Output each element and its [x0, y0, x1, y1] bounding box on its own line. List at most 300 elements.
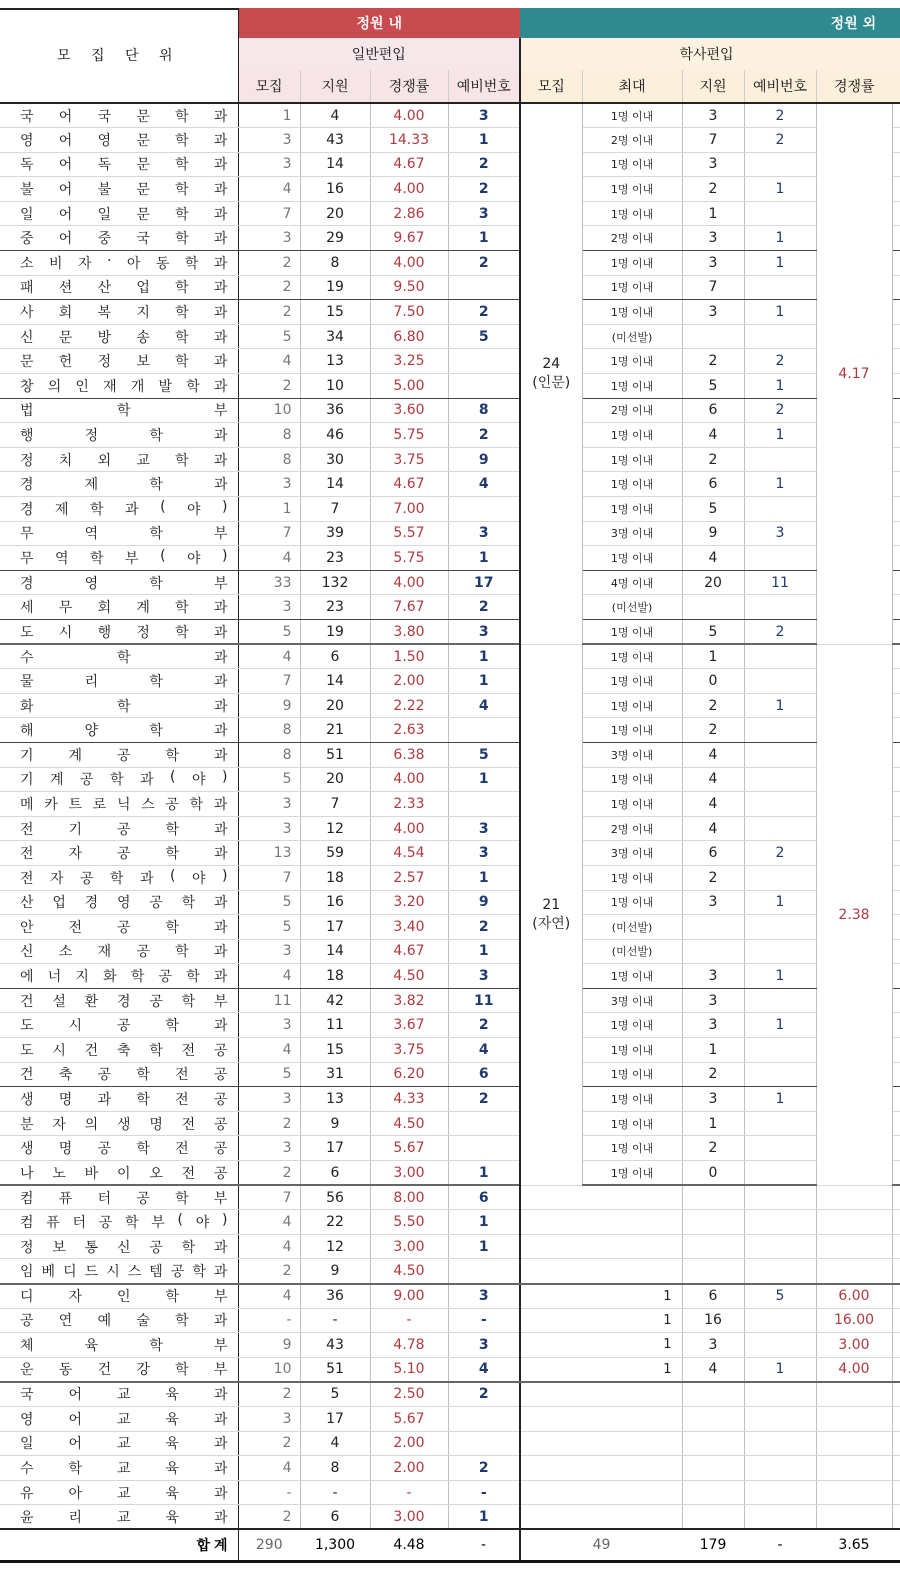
table-row	[0, 201, 900, 226]
table-row	[0, 939, 900, 964]
general-apply: 20	[300, 767, 370, 792]
bachelor-max: 1명 이내	[582, 103, 682, 128]
bachelor-apply: 3	[682, 300, 744, 325]
bachelor-recruit	[520, 1357, 582, 1382]
unit-name	[0, 988, 238, 1013]
general-apply: 10	[300, 374, 370, 399]
table-row	[0, 324, 900, 349]
col-general-recruit: 모집	[238, 70, 300, 103]
unit-name-text: 법 학 부	[20, 403, 228, 420]
sub-bachelor-header: 학사편입	[520, 38, 892, 70]
general-reserve	[448, 1431, 520, 1456]
unit-name-text: 영 어 교 육 과	[20, 1411, 228, 1428]
extra-cell	[892, 497, 900, 522]
bachelor-reserve	[744, 718, 816, 743]
bachelor-recruit	[520, 1382, 582, 1407]
unit-name	[0, 1259, 238, 1284]
col-bachelor-reserve: 예비번호	[744, 70, 816, 103]
unit-name-text: 영 어 영 문 학 과	[20, 132, 228, 149]
general-ratio: 4.50	[370, 1259, 448, 1284]
table-row	[0, 1382, 900, 1407]
general-ratio: 4.67	[370, 939, 448, 964]
bachelor-reserve	[744, 816, 816, 841]
bachelor-apply: 5	[682, 374, 744, 399]
unit-name	[0, 669, 238, 694]
bachelor-reserve	[744, 1136, 816, 1161]
bachelor-max: 1명 이내	[582, 275, 682, 300]
general-reserve: -	[448, 1480, 520, 1505]
general-reserve: 2	[448, 177, 520, 202]
extra-cell	[892, 103, 900, 128]
extra-cell	[892, 988, 900, 1013]
general-recruit: 2	[238, 251, 300, 276]
bachelor-max	[582, 1185, 682, 1210]
extra-cell	[892, 1062, 900, 1087]
unit-name-text: 분 자 의 생 명 전 공	[20, 1116, 228, 1133]
bachelor-max: 1명 이내	[582, 1161, 682, 1186]
general-reserve: 3	[448, 201, 520, 226]
table-row	[0, 792, 900, 817]
bachelor-reserve: 1	[744, 300, 816, 325]
bachelor-max: 1	[582, 1284, 682, 1309]
general-reserve: 9	[448, 890, 520, 915]
general-recruit: 3	[238, 595, 300, 620]
table-row	[0, 1234, 900, 1259]
unit-name	[0, 1431, 238, 1456]
extra-cell	[892, 1013, 900, 1038]
bachelor-max	[582, 1259, 682, 1284]
general-apply: 11	[300, 1013, 370, 1038]
extra-cell	[892, 767, 900, 792]
unit-name-text: 수 학 과	[20, 649, 228, 666]
unit-name-text: 화 학 과	[20, 698, 228, 715]
bachelor-max: 1명 이내	[582, 1087, 682, 1112]
bachelor-max	[582, 1210, 682, 1235]
bachelor-reserve: 2	[744, 398, 816, 423]
bachelor-reserve	[744, 275, 816, 300]
bachelor-apply: 2	[682, 447, 744, 472]
bachelor-apply: 9	[682, 521, 744, 546]
table-row	[0, 1087, 900, 1112]
general-reserve: 1	[448, 226, 520, 251]
general-ratio: 2.86	[370, 201, 448, 226]
general-apply: -	[300, 1308, 370, 1333]
unit-name	[0, 251, 238, 276]
general-recruit: 10	[238, 398, 300, 423]
bachelor-reserve: 1	[744, 423, 816, 448]
general-recruit: 2	[238, 1111, 300, 1136]
unit-name	[0, 742, 238, 767]
unit-name-text: 건 축 공 학 전 공	[20, 1067, 228, 1084]
unit-name-text: 도 시 공 학 과	[20, 1018, 228, 1035]
unit-name	[0, 521, 238, 546]
bachelor-max: (미선발)	[582, 915, 682, 940]
unit-name	[0, 964, 238, 989]
bachelor-apply: 2	[682, 1136, 744, 1161]
bachelor-recruit	[520, 1284, 582, 1309]
general-recruit: 7	[238, 201, 300, 226]
unit-name-text: 도 시 행 정 학 과	[20, 624, 228, 641]
bachelor-reserve: 1	[744, 890, 816, 915]
bachelor-max: 1명 이내	[582, 669, 682, 694]
unit-name-text: 무 역 학 부 ( 야 )	[20, 547, 228, 567]
extra-cell	[892, 1333, 900, 1358]
unit-name-text: 경 영 학 부	[20, 575, 228, 592]
extra-cell	[892, 1431, 900, 1456]
general-ratio: 6.38	[370, 742, 448, 767]
bachelor-recruit	[520, 1456, 582, 1481]
bachelor-reserve: 11	[744, 570, 816, 595]
general-reserve: 2	[448, 915, 520, 940]
bachelor-max: 1명 이내	[582, 497, 682, 522]
bachelor-reserve: 1	[744, 177, 816, 202]
unit-name	[0, 201, 238, 226]
unit-name-text: 문 헌 정 보 학 과	[20, 354, 228, 371]
bachelor-apply	[682, 595, 744, 620]
bachelor-max: 1명 이내	[582, 644, 682, 669]
table-row	[0, 1456, 900, 1481]
unit-name-text: 패 션 산 업 학 과	[20, 280, 228, 297]
table-row	[0, 718, 900, 743]
bachelor-apply	[682, 939, 744, 964]
general-recruit: 1	[238, 103, 300, 128]
general-reserve: 5	[448, 324, 520, 349]
bachelor-apply: 1	[682, 1038, 744, 1063]
bachelor-apply: 3	[682, 964, 744, 989]
table-row	[0, 349, 900, 374]
bachelor-max: 1명 이내	[582, 619, 682, 644]
bachelor-max: 1명 이내	[582, 423, 682, 448]
general-ratio: 4.00	[370, 251, 448, 276]
unit-name-text: 창 의 인 재 개 발 학 과	[20, 378, 228, 395]
extra-cell	[892, 644, 900, 669]
bachelor-max: 1명 이내	[582, 1062, 682, 1087]
bachelor-max: 1명 이내	[582, 890, 682, 915]
unit-name	[0, 841, 238, 866]
bachelor-reserve	[744, 1210, 816, 1235]
general-reserve: 1	[448, 1234, 520, 1259]
bachelor-ratio	[816, 1431, 892, 1456]
science-label: (자연)	[532, 915, 571, 932]
general-ratio: 4.67	[370, 152, 448, 177]
bachelor-apply: 3	[682, 1087, 744, 1112]
col-general-apply: 지원	[300, 70, 370, 103]
general-recruit: 9	[238, 1333, 300, 1358]
general-reserve: 3	[448, 1284, 520, 1309]
bachelor-max: 1명 이내	[582, 792, 682, 817]
bachelor-reserve	[744, 1259, 816, 1284]
general-ratio: 5.00	[370, 374, 448, 399]
bachelor-reserve	[744, 644, 816, 669]
general-recruit: 13	[238, 841, 300, 866]
bachelor-max: 1명 이내	[582, 767, 682, 792]
bachelor-max	[582, 1456, 682, 1481]
unit-name	[0, 1505, 238, 1530]
unit-name-text: 생 명 과 학 전 공	[20, 1092, 228, 1109]
col-extra	[892, 70, 900, 103]
bachelor-apply: 2	[682, 349, 744, 374]
general-ratio: 7.67	[370, 595, 448, 620]
general-ratio: 5.67	[370, 1136, 448, 1161]
bachelor-max: 1명 이내	[582, 693, 682, 718]
extra-cell	[892, 152, 900, 177]
bachelor-ratio	[816, 1480, 892, 1505]
general-ratio: -	[370, 1480, 448, 1505]
bachelor-apply: 4	[682, 423, 744, 448]
general-ratio: 9.67	[370, 226, 448, 251]
total-b-apply: 179	[682, 1529, 744, 1562]
bachelor-max: 1명 이내	[582, 546, 682, 571]
general-reserve: 1	[448, 1210, 520, 1235]
general-apply: 7	[300, 497, 370, 522]
unit-name	[0, 1062, 238, 1087]
bachelor-max: 1	[582, 1308, 682, 1333]
table-row	[0, 1431, 900, 1456]
general-ratio: 4.00	[370, 816, 448, 841]
bachelor-reserve: 1	[744, 1013, 816, 1038]
unit-name	[0, 1382, 238, 1407]
general-recruit: 7	[238, 1185, 300, 1210]
general-reserve: 4	[448, 1357, 520, 1382]
table-row	[0, 742, 900, 767]
general-recruit: 5	[238, 890, 300, 915]
bachelor-reserve	[744, 1308, 816, 1333]
bachelor-reserve	[744, 1382, 816, 1407]
bachelor-apply: 4	[682, 816, 744, 841]
extra-cell	[892, 1087, 900, 1112]
col-general-ratio: 경쟁률	[370, 70, 448, 103]
bachelor-max: 2명 이내	[582, 398, 682, 423]
bachelor-apply: 1	[682, 644, 744, 669]
general-reserve: 3	[448, 841, 520, 866]
bachelor-recruit	[520, 1210, 582, 1235]
general-recruit: 4	[238, 1210, 300, 1235]
general-recruit: 3	[238, 226, 300, 251]
general-ratio: 3.25	[370, 349, 448, 374]
general-reserve	[448, 792, 520, 817]
general-recruit: 4	[238, 177, 300, 202]
bachelor-reserve: 1	[744, 374, 816, 399]
general-recruit: 2	[238, 374, 300, 399]
bachelor-reserve: 2	[744, 619, 816, 644]
bachelor-apply: 3	[682, 226, 744, 251]
unit-name	[0, 152, 238, 177]
bachelor-apply: 2	[682, 693, 744, 718]
bachelor-apply: 6	[682, 472, 744, 497]
general-apply: 12	[300, 816, 370, 841]
general-apply: 14	[300, 152, 370, 177]
extra-cell	[892, 226, 900, 251]
unit-name-text: 신 소 재 공 학 과	[20, 944, 228, 961]
extra-cell	[892, 1382, 900, 1407]
bachelor-reserve: 2	[744, 103, 816, 128]
col-general-reserve: 예비번호	[448, 70, 520, 103]
bachelor-max: 1명 이내	[582, 177, 682, 202]
bachelor-reserve	[744, 939, 816, 964]
bachelor-ratio-humanities: 4.17	[816, 103, 892, 644]
general-apply: 7	[300, 792, 370, 817]
extra-cell	[892, 619, 900, 644]
table-row	[0, 1259, 900, 1284]
general-ratio: 2.00	[370, 669, 448, 694]
general-recruit: 4	[238, 349, 300, 374]
general-apply: 39	[300, 521, 370, 546]
bachelor-apply	[682, 1406, 744, 1431]
table-row	[0, 1357, 900, 1382]
general-ratio: 3.00	[370, 1505, 448, 1530]
general-ratio: 5.75	[370, 546, 448, 571]
general-apply: 14	[300, 939, 370, 964]
extra-cell	[892, 964, 900, 989]
general-ratio: 4.00	[370, 570, 448, 595]
unit-name-text: 산 업 경 영 공 학 과	[20, 895, 228, 912]
bachelor-recruit	[520, 1185, 582, 1210]
bachelor-reserve	[744, 324, 816, 349]
general-recruit: 7	[238, 521, 300, 546]
general-ratio: 3.00	[370, 1161, 448, 1186]
general-ratio: 3.82	[370, 988, 448, 1013]
bachelor-apply	[682, 915, 744, 940]
extra-cell	[892, 1357, 900, 1382]
general-ratio: 2.63	[370, 718, 448, 743]
bachelor-max	[582, 1431, 682, 1456]
extra-cell	[892, 595, 900, 620]
extra-cell	[892, 669, 900, 694]
bachelor-apply: 4	[682, 742, 744, 767]
bachelor-max: 1명 이내	[582, 865, 682, 890]
general-ratio: 9.00	[370, 1284, 448, 1309]
general-apply: 42	[300, 988, 370, 1013]
bachelor-ratio	[816, 1259, 892, 1284]
general-reserve	[448, 349, 520, 374]
general-ratio: 2.50	[370, 1382, 448, 1407]
general-recruit: 8	[238, 447, 300, 472]
general-reserve	[448, 1406, 520, 1431]
general-apply: 132	[300, 570, 370, 595]
general-apply: 13	[300, 349, 370, 374]
bachelor-apply	[682, 1505, 744, 1530]
general-ratio: 3.75	[370, 1038, 448, 1063]
unit-name-text: 건 설 환 경 공 학 부	[20, 993, 228, 1010]
bachelor-reserve	[744, 1480, 816, 1505]
general-ratio: -	[370, 1308, 448, 1333]
extra-cell	[892, 915, 900, 940]
general-reserve: 3	[448, 521, 520, 546]
general-apply: 9	[300, 1111, 370, 1136]
general-recruit: 3	[238, 1406, 300, 1431]
unit-name	[0, 103, 238, 128]
general-ratio: 3.80	[370, 619, 448, 644]
bachelor-max: 1명 이내	[582, 152, 682, 177]
bachelor-max: 1명 이내	[582, 1013, 682, 1038]
unit-name-text: 에 너 지 화 학 공 학 과	[20, 969, 228, 986]
unit-name-text: 공 연 예 술 학 과	[20, 1313, 228, 1330]
general-reserve	[448, 1136, 520, 1161]
bachelor-apply: 4	[682, 1357, 744, 1382]
general-apply: 5	[300, 1382, 370, 1407]
general-recruit: 3	[238, 1136, 300, 1161]
bachelor-apply: 3	[682, 1013, 744, 1038]
general-reserve: 1	[448, 939, 520, 964]
bachelor-max	[582, 1505, 682, 1530]
bachelor-recruit	[520, 1333, 582, 1358]
unit-name	[0, 865, 238, 890]
unit-name-text: 정 보 통 신 공 학 과	[20, 1239, 228, 1256]
general-recruit: 2	[238, 1505, 300, 1530]
bachelor-apply	[682, 1210, 744, 1235]
bachelor-max: 1명 이내	[582, 251, 682, 276]
bachelor-reserve	[744, 792, 816, 817]
general-ratio: 4.54	[370, 841, 448, 866]
bachelor-apply: 4	[682, 792, 744, 817]
general-reserve	[448, 275, 520, 300]
general-apply: 19	[300, 275, 370, 300]
general-reserve: 2	[448, 1087, 520, 1112]
general-apply: 36	[300, 1284, 370, 1309]
extra-cell	[892, 201, 900, 226]
general-recruit: 2	[238, 1431, 300, 1456]
unit-name	[0, 718, 238, 743]
unit-name-text: 행 정 학 과	[20, 428, 228, 445]
general-ratio: 5.50	[370, 1210, 448, 1235]
unit-name-text: 일 어 일 문 학 과	[20, 206, 228, 223]
unit-name-text: 유 아 교 육 과	[20, 1485, 228, 1502]
general-ratio: 6.20	[370, 1062, 448, 1087]
general-reserve	[448, 718, 520, 743]
general-reserve: 2	[448, 300, 520, 325]
bachelor-apply: 3	[682, 988, 744, 1013]
general-apply: 19	[300, 619, 370, 644]
bachelor-apply: 0	[682, 669, 744, 694]
bachelor-reserve	[744, 595, 816, 620]
extra-cell	[892, 1480, 900, 1505]
general-apply: 17	[300, 915, 370, 940]
unit-name	[0, 128, 238, 153]
general-ratio: 4.67	[370, 472, 448, 497]
general-apply: 31	[300, 1062, 370, 1087]
bachelor-max: 1명 이내	[582, 472, 682, 497]
unit-name-text: 컴 퓨 터 공 학 부	[20, 1190, 228, 1207]
bachelor-reserve: 1	[744, 472, 816, 497]
extra-cell	[892, 890, 900, 915]
general-ratio: 4.33	[370, 1087, 448, 1112]
general-reserve	[448, 1259, 520, 1284]
col-bachelor-max: 최대	[582, 70, 682, 103]
bachelor-reserve	[744, 915, 816, 940]
table-row	[0, 1185, 900, 1210]
extra-cell	[892, 1185, 900, 1210]
unit-name	[0, 1087, 238, 1112]
bachelor-apply: 4	[682, 546, 744, 571]
bachelor-reserve	[744, 152, 816, 177]
bachelor-max: 1명 이내	[582, 447, 682, 472]
table-row	[0, 103, 900, 128]
table-row	[0, 1505, 900, 1530]
general-apply: 14	[300, 669, 370, 694]
bachelor-reserve: 1	[744, 1087, 816, 1112]
extra-cell	[892, 816, 900, 841]
unit-name-text: 신 문 방 송 학 과	[20, 329, 228, 346]
unit-name-text: 사 회 복 지 학 과	[20, 305, 228, 322]
table-row	[0, 595, 900, 620]
unit-name	[0, 1185, 238, 1210]
unit-name-text: 일 어 교 육 과	[20, 1436, 228, 1453]
general-recruit: 4	[238, 546, 300, 571]
bachelor-max: 1명 이내	[582, 1111, 682, 1136]
general-reserve: 11	[448, 988, 520, 1013]
bachelor-apply: 7	[682, 275, 744, 300]
unit-name	[0, 349, 238, 374]
